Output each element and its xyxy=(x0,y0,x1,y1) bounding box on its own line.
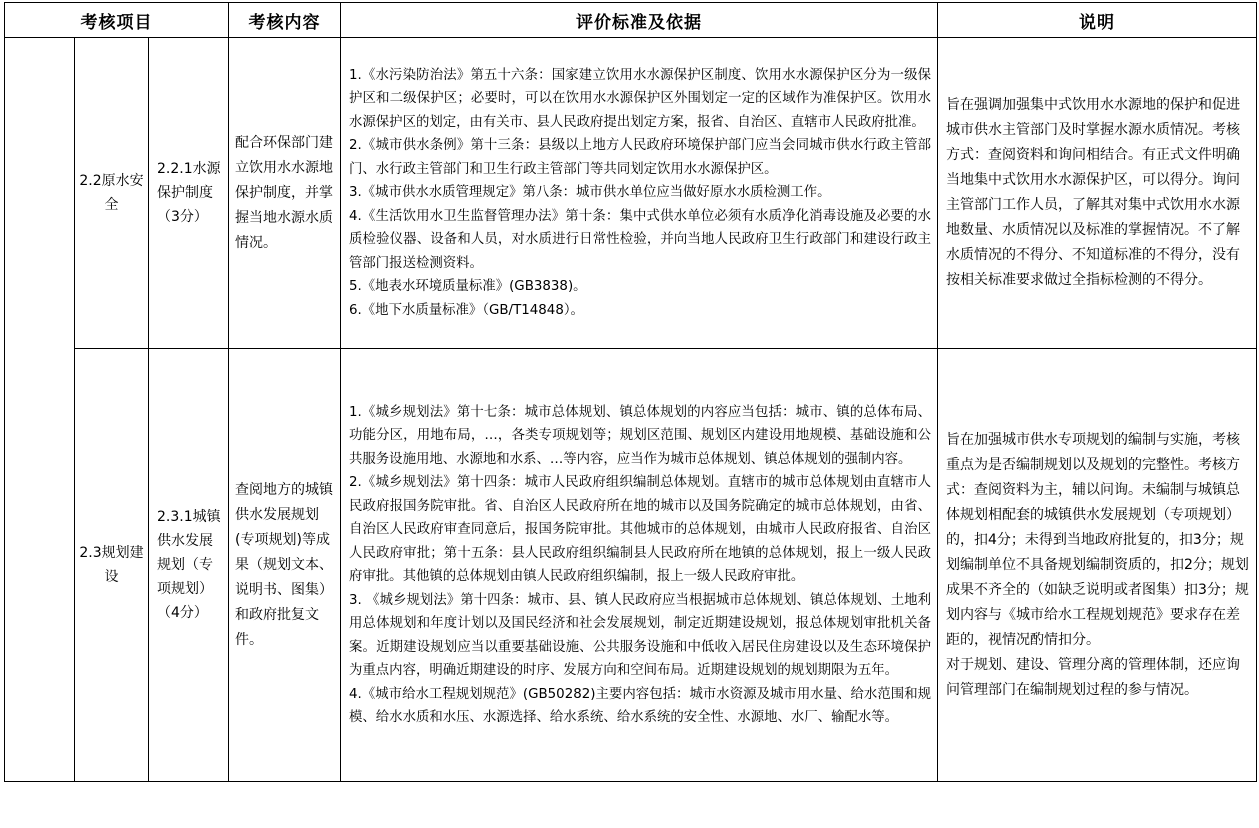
header-item: 考核项目 xyxy=(5,3,229,38)
content-cell: 配合环保部门建立饮用水水源地保护制度，并掌握当地水源水质情况。 xyxy=(229,38,341,349)
note-text: 旨在强调加强集中式饮用水水源地的保护和促进城市供水主管部门及时掌握水源水质情况。考核方式：查阅资料和询问相结合。有正式文件明确当地集中式饮用水水源保护区，可以得分。询问主管部门工作人员，了解其对集中式饮用水水源地数量、水质情况以及标准的掌握情况。不了解水质情况的不得分、不知道标准的不得分，没有按相关标准要求做过全指标检测的不得分。 xyxy=(946,97,1241,288)
standard-line: 1.《水污染防治法》第五十六条：国家建立饮用水水源保护区制度、饮用水水源保护区分为一级保护区和二级保护区；必要时，可以在饮用水水源保护区外围划定一定的区域作为准保护区。饮用水水源保护区的划定，由有关市、县人民政府提出划定方案，报省、自治区、直辖市人民政府批准。 xyxy=(349,67,932,130)
standard-line: 4.《城市给水工程规划规范》(GB50282)主要内容包括：城市水资源及城市用水量、给水范围和规模、给水水质和水压、水源选择、给水系统、给水系统的安全性、水源地、水厂、输配水等。 xyxy=(349,686,932,725)
table-row xyxy=(5,38,1257,349)
assessment-table xyxy=(4,2,1257,782)
standard-line: 3.《城市供水水质管理规定》第八条：城市供水单位应当做好原水水质检测工作。 xyxy=(349,185,831,201)
note-cell xyxy=(938,349,1257,782)
note-text: 对于规划、建设、管理分离的管理体制，还应询问管理部门在编制规划过程的参与情况。 xyxy=(946,656,1241,698)
blank-cell xyxy=(5,38,75,782)
standard-line: 1.《城乡规划法》第十七条：城市总体规划、镇总体规划的内容应当包括：城市、镇的总体布局、功能分区，用地布局，…，各类专项规划等；规划区范围、规划区内建设用地规模、基础设施和公共服务设施用地、水源地和水系、…等内容，应当作为城市总体规划、镇总体规划的强制内容。 xyxy=(349,404,932,467)
header-note: 说明 xyxy=(938,3,1257,38)
note-text: 旨在加强城市供水专项规划的编制与实施，考核重点为是否编制规划以及规划的完整性。考核方式：查阅资料为主，辅以问询。未编制与城镇总体规划相配套的城镇供水发展规划（专项规划）的，扣4分；未得到当地政府批复的，扣3分；规划编制单位不具备规划编制资质的，扣2分；规划成果不齐全的（如缺乏说明或者图集）扣3分；规划内容与《城市给水工程规划规范》要求存在差距的，视情况酌情扣分。 xyxy=(946,431,1249,648)
standard-line: 2.《城乡规划法》第十四条：城市人民政府组织编制总体规划。直辖市的城市总体规划由直辖市人民政府报国务院审批。省、自治区人民政府所在地的城市以及国务院确定的城市总体规划，由省、自治区人民政府审查同意后，报国务院审批。其他城市的总体规划，由城市人民政府报省、自治区人民政府审批；第十五条：县人民政府组织编制县人民政府所在地镇的总体规划，报上一级人民政府审批。其他镇的总体规划由镇人民政府组织编制，报上一级人民政府审批。 xyxy=(349,475,932,584)
standard-cell xyxy=(341,349,938,782)
header-row xyxy=(5,3,1257,38)
standard-cell xyxy=(341,38,938,349)
subitem-cell: 2.2.1水源保护制度（3分） xyxy=(149,38,229,349)
note-cell xyxy=(938,38,1257,349)
standard-line: 4.《生活饮用水卫生监督管理办法》第十条：集中式供水单位必须有水质净化消毒设施及必要的水质检验仪器、设备和人员，对水质进行日常性检验，并向当地人民政府卫生行政部门和建设行政主管部门报送检测资料。 xyxy=(349,208,932,271)
item-cell: 2.3规划建设 xyxy=(75,349,149,782)
header-standard: 评价标准及依据 xyxy=(341,3,938,38)
standard-line: 3. 《城乡规划法》第十四条：城市、县、镇人民政府应当根据城市总体规划、镇总体规划、土地利用总体规划和年度计划以及国民经济和社会发展规划，制定近期建设规划，报总体规划审批机关备案。近期建设规划应当以重要基础设施、公共服务设施和中低收入居民住房建设以及生态环境保护为重点内容，明确近期建设的时序、发展方向和空间布局。近期建设规划的规划期限为五年。 xyxy=(349,592,932,678)
subitem-cell: 2.3.1城镇供水发展规划（专项规划）（4分） xyxy=(149,349,229,782)
item-cell: 2.2原水安全 xyxy=(75,38,149,349)
standard-line: 5.《地表水环境质量标准》(GB3838)。 xyxy=(349,279,587,295)
standard-line: 6.《地下水质量标准》（GB/T14848）。 xyxy=(349,302,584,318)
header-content: 考核内容 xyxy=(229,3,341,38)
standard-line: 2.《城市供水条例》第十三条：县级以上地方人民政府环境保护部门应当会同城市供水行政主管部门、水行政主管部门和卫生行政主管部门等共同划定饮用水水源保护区。 xyxy=(349,138,932,177)
content-cell: 查阅地方的城镇供水发展规划(专项规划)等成果（规划文本、说明书、图集）和政府批复文件。 xyxy=(229,349,341,782)
table-row xyxy=(5,349,1257,782)
